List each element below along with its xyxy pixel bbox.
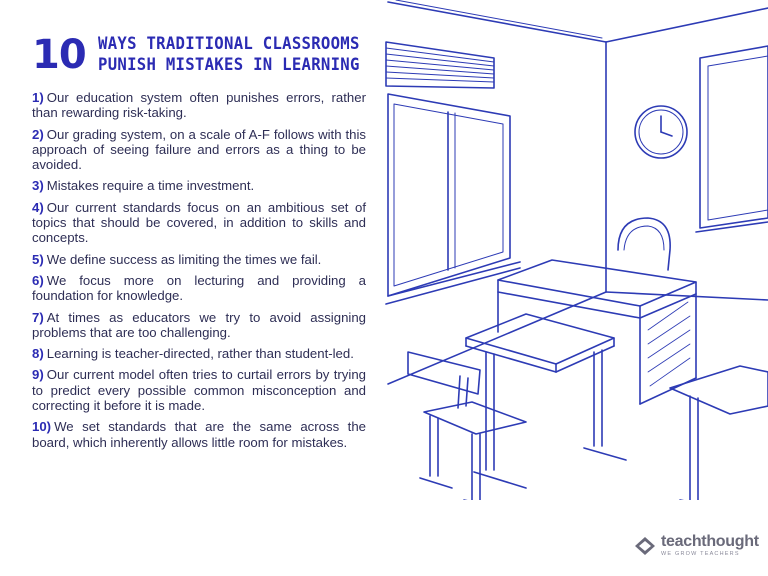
- item-text: We set standards that are the same across the board, which inherently allows little room for mistakes.: [32, 419, 366, 450]
- list-item: [32, 178, 366, 193]
- title-number: 10: [32, 32, 86, 78]
- right-window: [696, 46, 768, 232]
- list-item: [32, 346, 366, 361]
- teacher-chair: [618, 218, 670, 270]
- list-item: [32, 419, 366, 450]
- item-number: 8): [32, 346, 44, 362]
- item-number: 3): [32, 178, 44, 194]
- classroom-illustration: [380, 0, 768, 500]
- title-line-1: WAYS TRADITIONAL CLASSROOMS: [97, 34, 360, 54]
- list-item: [32, 252, 366, 267]
- article-panel: [32, 34, 366, 456]
- item-number: 6): [32, 272, 44, 288]
- list-item: [32, 310, 366, 341]
- title-block: [32, 34, 366, 76]
- item-text: Learning is teacher-directed, rather than student-led.: [46, 346, 354, 362]
- item-number: 4): [32, 199, 44, 215]
- item-text: At times as educators we try to avoid assigning problems that are too challenging.: [32, 309, 366, 340]
- list-item: [32, 127, 366, 173]
- brand-name: teachthought: [661, 533, 759, 550]
- item-list: [32, 90, 366, 450]
- list-item: [32, 90, 366, 121]
- right-desk: [670, 366, 768, 500]
- item-text: Our education system often punishes errors, rather than rewarding risk-taking.: [32, 90, 366, 121]
- item-number: 7): [32, 309, 44, 325]
- item-text: We define success as limiting the times we fail.: [46, 251, 322, 267]
- item-number: 10): [32, 419, 52, 435]
- item-number: 2): [32, 126, 44, 142]
- title-lines: [98, 34, 382, 76]
- student-chair: [408, 352, 526, 500]
- item-number: 5): [32, 251, 44, 267]
- item-number: 9): [32, 367, 44, 383]
- clock-icon: [635, 106, 687, 158]
- item-text: Mistakes require a time investment.: [46, 178, 255, 194]
- brand-logo: [634, 534, 759, 558]
- room-walls: [388, 0, 768, 384]
- brand-text: [661, 534, 759, 558]
- brand-tagline: WE GROW TEACHERS: [661, 551, 740, 557]
- item-text: Our grading system, on a scale of A-F follows with this approach of seeing failure and errors as a thing to be avoided.: [32, 126, 366, 173]
- item-text: We focus more on lecturing and providing a foundation for knowledge.: [32, 272, 366, 304]
- window-blinds: [386, 42, 494, 88]
- list-item: [32, 367, 366, 413]
- list-item: [32, 200, 366, 246]
- teacher-desk: [498, 260, 696, 404]
- list-item: [32, 273, 366, 304]
- item-number: 1): [32, 90, 44, 105]
- title-line-2: PUNISH MISTAKES IN LEARNING: [97, 55, 360, 75]
- item-text: Our current model often tries to curtail errors by trying to predict every possible common misconception and correcting it before it is made.: [32, 367, 366, 414]
- item-text: Our current standards focus on an ambitious set of topics that should be covered, in addition to skills and concepts.: [32, 199, 366, 246]
- logo-icon: [634, 536, 656, 556]
- window: [386, 94, 520, 304]
